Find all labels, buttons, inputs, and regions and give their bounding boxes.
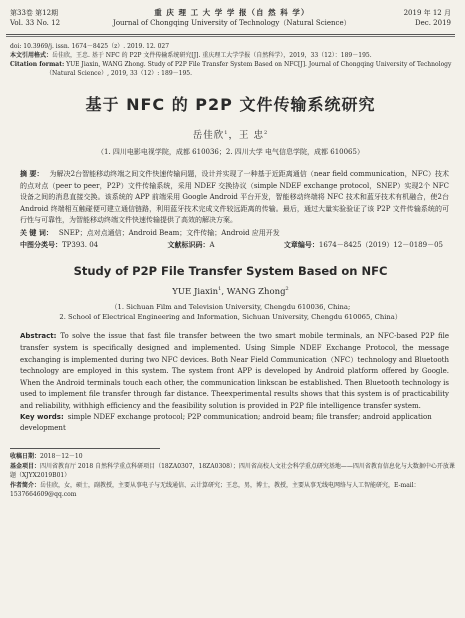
volume-cn: 第33卷 第12期 <box>10 9 59 17</box>
volume-info <box>10 8 60 28</box>
fund-info <box>10 462 455 481</box>
keywords-cn-label: 关 键 词： <box>20 228 53 237</box>
abstract-cn-text: 为解决2台智能移动终端之间文件快速传输问题，设计并实现了一种基于近距离通信（near field communication，NFC）技术的点对点（peer to peer，P2P）文件传输系统，采用 NDEF 交换协议（simple NDEF exchange protocol，SNEP）实现2个 NFC 设备之间的消息直接交换。该系统的 APP 前端采用 Google Android 平台开发，智能移动终端将 NFC 技术和蓝牙技术有机融合，使2台 Android 终端相互触碰便可建立通信链路，利用蓝牙技术完成文件较远距离的传输。最后，通过大量实验验证了该 P2P 文件传输系统的可行性与可靠性，为智能移动终端文件快速传输提供了高效的解决方案。 <box>20 170 449 224</box>
received-date <box>10 452 455 462</box>
doi: doi: 10.3969/j. issn. 1674－8425（z）. 2019. 12. 027 <box>10 43 170 50</box>
keywords-cn <box>6 228 455 239</box>
clc-value: TP393. 04 <box>62 240 99 249</box>
abstract-cn <box>6 169 455 227</box>
affiliation-cn: （1. 四川电影电视学院，成都 610036；2. 四川大学 电气信息学院，成都 610065） <box>97 148 364 156</box>
author-2-en-sup: 2 <box>285 285 289 292</box>
clc-number <box>20 240 98 250</box>
article-label: 文章编号： <box>283 240 319 249</box>
fund-label: 基金项目： <box>10 462 41 470</box>
abstract-cn-label: 摘 要： <box>20 170 44 178</box>
doc-label: 文献标识码： <box>167 240 210 249</box>
doc-value: A <box>209 240 215 249</box>
author-bio-label: 作者简介： <box>10 481 41 489</box>
author-1-cn: 岳佳欣 <box>192 130 225 141</box>
citation-cn-text: 岳佳欣，王忠. 基于 NFC 的 P2P 文件传输系统研究[J]. 重庆理工大学学报（自然科学），2019，33（12）：189－195. <box>52 52 372 59</box>
author-1-en: YUE Jiaxin <box>172 286 219 297</box>
received-label: 收稿日期： <box>10 453 41 461</box>
citation-en <box>10 60 455 69</box>
document-code <box>167 240 214 250</box>
abstract-en-text: To solve the issue that fast file transfer between the two smart mobile terminals, an NFC-based P2P file transfer system is specifically designed and implemented. Using Simple NDEF Exchange Protocol, the message exchanging is implemented during two NFC devices. Both Near Field Communication（NFC）technology and Bluetooth technology are employed in this system. The system front APP is developed by Android platform offered by Google. When the Android terminals touch each other, the communication linkscan be established. Then Bluetooth technology is used to implement file transfer through far distance. Theexperimental results shows that this system is of practicability and reliability, withhigh efficiency and the feasibility solution is provided in P2P file intelligence transfer system. <box>20 332 449 410</box>
date-cn: 2019 年 12 月 <box>403 9 451 17</box>
affiliation-en-2: 2. School of Electrical Engineering and Information, Sichuan University, Chengdu 610065, China） <box>59 313 402 322</box>
author-2-cn: ，王 忠 <box>228 130 265 141</box>
header-rule <box>6 34 455 35</box>
fund-value: 四川省教育厅 2018 自然科学重点科研项目（18ZA0307，18ZA0308）；四川省高校人文社会科学重点研究基地——四川省教育信息化与大数据中心开放课题（XJYX2019B01） <box>10 462 455 480</box>
keywords-en-label: Key words: <box>20 413 64 422</box>
journal-name <box>113 8 351 28</box>
affiliation-en <box>6 302 455 322</box>
citation-en-text-2: （Natural Science）, 2019, 33（12）: 189－195. <box>46 70 192 77</box>
citation-en-text-1: YUE Jiaxin, WANG Zhong. Study of P2P File Transfer System Based on NFC[J]. Journal of Chongqing University of Technology <box>66 61 452 68</box>
keywords-cn-text: SNEP；点对点通信；Android Beam；文件传输；Android 应用开发 <box>58 228 280 237</box>
issue-date <box>404 8 451 28</box>
journal-header <box>6 0 455 32</box>
author-bio-value: 岳佳欣，女，硕士，副教授，主要从事电子与无线通信、云计算研究；王忠，男，博士，教授，主要从事无线电网络与人工智能研究，E-mail：1537664609@qq.com <box>10 481 420 499</box>
author-1-sup: 1 <box>224 129 229 136</box>
footnote-rule <box>10 448 160 449</box>
header-rule-thin <box>6 36 455 37</box>
abstract-en-label: Abstract: <box>20 332 57 341</box>
journal-name-cn: 重 庆 理 工 大 学 学 报（自 然 科 学） <box>154 8 310 17</box>
abstract-en <box>6 331 455 412</box>
authors-cn <box>6 127 455 141</box>
affiliation-en-1: （1. Sichuan Film and Television University, Chengdu 610036, China; <box>110 303 351 312</box>
title-en: Study of P2P File Transfer System Based on NFC <box>73 263 388 278</box>
volume-en: Vol. 33 No. 12 <box>10 19 61 27</box>
author-2-en: , WANG Zhong <box>221 286 286 297</box>
article-value: 1674－8425（2019）12－0189－05 <box>318 240 443 249</box>
clc-label: 中图分类号： <box>20 240 62 249</box>
title-cn: 基于 NFC 的 P2P 文件传输系统研究 <box>85 95 376 114</box>
citation-cn <box>10 51 455 60</box>
citation-block <box>6 42 455 78</box>
citation-en-label: Citation format: <box>10 61 65 68</box>
keywords-en <box>6 412 455 434</box>
authors-en <box>6 286 455 297</box>
received-value: 2018－12－10 <box>40 453 83 461</box>
author-1-en-sup: 1 <box>218 285 222 292</box>
classification-row <box>6 240 455 250</box>
footnotes <box>6 452 455 500</box>
article-number <box>284 240 443 250</box>
author-2-sup: 2 <box>264 129 269 136</box>
keywords-en-text: simple NDEF exchange protocol; P2P communication; android beam; file transfer; android application development <box>20 413 432 433</box>
date-en: Dec. 2019 <box>415 19 451 27</box>
author-bio <box>10 481 455 500</box>
citation-cn-label: 本文引用格式： <box>10 52 53 59</box>
journal-name-en: Journal of Chongqing University of Technology（Natural Science） <box>113 19 351 27</box>
